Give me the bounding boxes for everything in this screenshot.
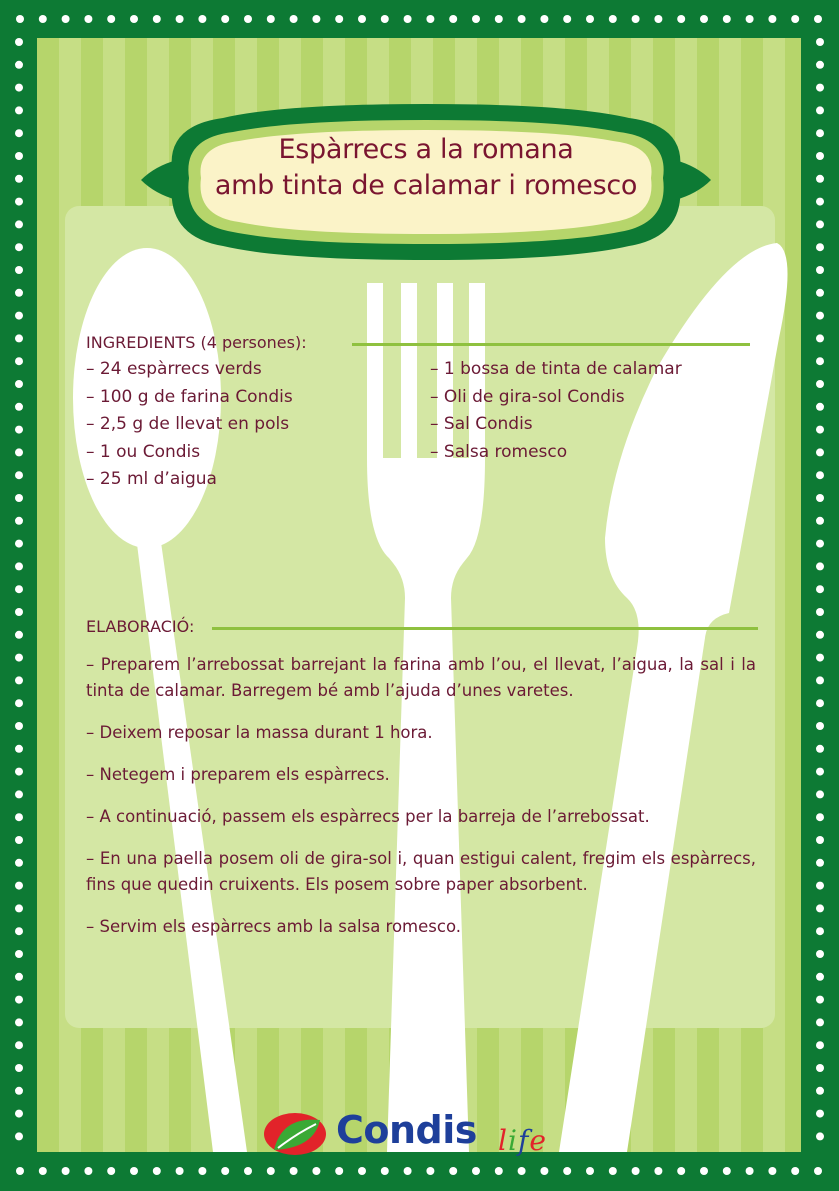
- border-dot: [816, 106, 824, 114]
- border-dot: [495, 1167, 503, 1175]
- border-dot: [816, 312, 824, 320]
- border-dot: [816, 562, 824, 570]
- border-dot: [816, 426, 824, 434]
- border-dot: [563, 1167, 571, 1175]
- border-dot: [15, 676, 23, 684]
- ingredient-item: – 1 bossa de tinta de calamar: [430, 359, 682, 379]
- border-dot: [358, 1167, 366, 1175]
- border-dot: [814, 1167, 822, 1175]
- border-dot: [15, 745, 23, 753]
- border-dot: [816, 722, 824, 730]
- border-dot: [39, 1167, 47, 1175]
- border-dot: [449, 15, 457, 23]
- border-dot: [816, 813, 824, 821]
- step-item: – Preparem l’arrebossat barrejant la farina amb l’ou, el llevat, l’aigua, la sal i la tinta de calamar. Barregem bé amb l’ajuda d’unes varetes.: [86, 655, 756, 700]
- border-dot: [62, 1167, 70, 1175]
- border-dot: [267, 15, 275, 23]
- border-dot: [15, 540, 23, 548]
- border-dot: [654, 1167, 662, 1175]
- border-dot: [814, 15, 822, 23]
- border-dot: [15, 585, 23, 593]
- ingredients-column-2: [430, 356, 682, 466]
- border-dot: [816, 494, 824, 502]
- border-dot: [267, 1167, 275, 1175]
- border-dot: [816, 403, 824, 411]
- ingredient-item: – Salsa romesco: [430, 441, 568, 462]
- recipe-card: [37, 38, 801, 1152]
- border-dot: [15, 517, 23, 525]
- border-dot: [312, 1167, 320, 1175]
- border-dot: [586, 15, 594, 23]
- border-dot: [472, 15, 480, 23]
- border-dot: [153, 1167, 161, 1175]
- border-dot: [15, 996, 23, 1004]
- border-dot: [816, 266, 824, 274]
- border-dot: [15, 243, 23, 251]
- border-dot: [15, 494, 23, 502]
- border-dot: [746, 1167, 754, 1175]
- border-dot: [15, 1064, 23, 1072]
- border-dot: [15, 198, 23, 206]
- border-dot: [176, 1167, 184, 1175]
- border-dot: [84, 1167, 92, 1175]
- border-dot: [816, 950, 824, 958]
- border-dot: [198, 1167, 206, 1175]
- border-dot: [198, 15, 206, 23]
- border-dot: [495, 15, 503, 23]
- border-dot: [381, 1167, 389, 1175]
- elaboration-rule: [212, 627, 758, 630]
- border-dot: [768, 15, 776, 23]
- border-dot: [15, 334, 23, 342]
- border-dot: [15, 562, 23, 570]
- ingredients-heading: INGREDIENTS (4 persones):: [86, 333, 307, 352]
- border-dot: [816, 1087, 824, 1095]
- border-dot: [290, 15, 298, 23]
- border-dot: [563, 15, 571, 23]
- border-dot: [16, 15, 24, 23]
- border-dot: [746, 15, 754, 23]
- border-dot: [816, 38, 824, 46]
- logo-life-letter: i: [507, 1124, 518, 1157]
- ingredient-item: – Sal Condis: [430, 414, 533, 434]
- logo-life-letter: e: [529, 1124, 547, 1157]
- border-dot: [816, 927, 824, 935]
- logo-life: [498, 1124, 547, 1157]
- border-dot: [381, 15, 389, 23]
- border-dot: [816, 882, 824, 890]
- border-dot: [15, 904, 23, 912]
- border-dot: [107, 1167, 115, 1175]
- border-dot: [816, 699, 824, 707]
- logo-name: Condis: [336, 1108, 477, 1152]
- ingredient-item: – Oli de gira-sol Condis: [430, 386, 625, 407]
- border-dot: [816, 84, 824, 92]
- border-dot: [335, 15, 343, 23]
- border-dot: [518, 15, 526, 23]
- border-dot: [15, 175, 23, 183]
- border-dot: [586, 1167, 594, 1175]
- logo-life-letter: f: [517, 1124, 530, 1157]
- border-dot: [221, 1167, 229, 1175]
- border-dot: [15, 1110, 23, 1118]
- border-dot: [816, 631, 824, 639]
- border-dot: [15, 1041, 23, 1049]
- border-dot: [816, 745, 824, 753]
- border-dot: [335, 1167, 343, 1175]
- border-dot: [221, 15, 229, 23]
- border-dot: [791, 15, 799, 23]
- border-dot: [632, 1167, 640, 1175]
- border-dot: [15, 403, 23, 411]
- border-dot: [15, 38, 23, 46]
- border-dot: [404, 15, 412, 23]
- ingredient-item: – 24 espàrrecs verds: [86, 359, 262, 379]
- border-dot: [816, 243, 824, 251]
- page-title: [133, 132, 719, 204]
- border-dot: [816, 1110, 824, 1118]
- border-dot: [62, 15, 70, 23]
- title-line-1: Espàrrecs a la romana: [278, 134, 574, 165]
- border-dot: [609, 15, 617, 23]
- border-dot: [677, 1167, 685, 1175]
- border-dot: [816, 768, 824, 776]
- elaboration-heading: ELABORACIÓ:: [86, 617, 195, 636]
- border-dot: [244, 1167, 252, 1175]
- border-dot: [816, 608, 824, 616]
- border-dot: [244, 15, 252, 23]
- step-item: – Deixem reposar la massa durant 1 hora.: [86, 723, 433, 742]
- border-dot: [632, 15, 640, 23]
- elaboration-steps: [86, 652, 756, 956]
- border-dot: [15, 357, 23, 365]
- border-dot: [677, 15, 685, 23]
- border-dot: [15, 859, 23, 867]
- border-dot: [816, 676, 824, 684]
- border-dot: [16, 1167, 24, 1175]
- border-dot: [816, 517, 824, 525]
- step-item: – A continuació, passem els espàrrecs per la barreja de l’arrebossat.: [86, 807, 650, 826]
- border-dot: [15, 699, 23, 707]
- condis-life-logo: [262, 1104, 592, 1164]
- border-dot: [449, 1167, 457, 1175]
- border-dot: [130, 15, 138, 23]
- border-dot: [723, 15, 731, 23]
- border-dot: [816, 380, 824, 388]
- border-dot: [15, 84, 23, 92]
- step-item: – Servim els espàrrecs amb la salsa romesco.: [86, 917, 462, 936]
- border-dot: [609, 1167, 617, 1175]
- border-dot: [816, 790, 824, 798]
- border-dot: [816, 859, 824, 867]
- border-dot: [518, 1167, 526, 1175]
- border-dot: [816, 585, 824, 593]
- border-dot: [700, 15, 708, 23]
- border-dot: [816, 220, 824, 228]
- step-item: – En una paella posem oli de gira-sol i, quan estigui calent, fregim els espàrrecs, fins que quedin cruixents. Els posem sobre paper absorbent.: [86, 849, 756, 894]
- border-dot: [816, 175, 824, 183]
- border-dot: [540, 15, 548, 23]
- border-dot: [15, 289, 23, 297]
- border-dot: [15, 106, 23, 114]
- title-line-2: amb tinta de calamar i romesco: [214, 170, 638, 201]
- ingredient-item: – 2,5 g de llevat en pols: [86, 414, 290, 434]
- border-dot: [15, 722, 23, 730]
- border-dot: [816, 448, 824, 456]
- border-dot: [130, 1167, 138, 1175]
- ingredients-rule: [352, 343, 750, 346]
- title-banner: [133, 96, 719, 266]
- border-dot: [15, 836, 23, 844]
- border-dot: [15, 266, 23, 274]
- border-dot: [723, 1167, 731, 1175]
- border-dot: [472, 1167, 480, 1175]
- border-dot: [654, 15, 662, 23]
- ingredient-item: – 1 ou Condis: [86, 441, 201, 462]
- border-dot: [816, 904, 824, 912]
- border-dot: [15, 882, 23, 890]
- border-dot: [15, 312, 23, 320]
- border-dot: [15, 448, 23, 456]
- border-dot: [153, 15, 161, 23]
- border-dot: [816, 654, 824, 662]
- border-dot: [15, 129, 23, 137]
- border-dot: [700, 1167, 708, 1175]
- border-dot: [540, 1167, 548, 1175]
- border-dot: [426, 15, 434, 23]
- border-dot: [816, 540, 824, 548]
- border-dot: [816, 129, 824, 137]
- border-dot: [816, 152, 824, 160]
- border-dot: [15, 1018, 23, 1026]
- border-dot: [15, 973, 23, 981]
- border-dot: [816, 471, 824, 479]
- border-dot: [15, 654, 23, 662]
- border-dot: [816, 1041, 824, 1049]
- border-dot: [816, 334, 824, 342]
- border-dot: [15, 813, 23, 821]
- border-dot: [15, 1087, 23, 1095]
- border-dot: [816, 357, 824, 365]
- border-dot: [15, 927, 23, 935]
- border-dot: [816, 1018, 824, 1026]
- border-dot: [791, 1167, 799, 1175]
- border-dot: [290, 1167, 298, 1175]
- border-dot: [426, 1167, 434, 1175]
- border-dot: [816, 996, 824, 1004]
- step-item: – Netegem i preparem els espàrrecs.: [86, 765, 390, 784]
- border-dot: [816, 836, 824, 844]
- border-dot: [15, 631, 23, 639]
- border-dot: [404, 1167, 412, 1175]
- border-dot: [816, 198, 824, 206]
- border-dot: [768, 1167, 776, 1175]
- border-dot: [15, 950, 23, 958]
- border-dot: [176, 15, 184, 23]
- border-dot: [816, 1132, 824, 1140]
- border-dot: [816, 61, 824, 69]
- border-dot: [816, 1064, 824, 1072]
- ingredient-item: – 25 ml d’aigua: [86, 469, 217, 489]
- border-dot: [15, 790, 23, 798]
- logo-life-letter: l: [498, 1124, 508, 1157]
- condis-leaf-icon: [262, 1110, 328, 1158]
- border-dot: [15, 768, 23, 776]
- border-dot: [15, 426, 23, 434]
- border-dot: [816, 289, 824, 297]
- border-dot: [15, 220, 23, 228]
- border-dot: [15, 471, 23, 479]
- border-dot: [15, 608, 23, 616]
- border-dot: [84, 15, 92, 23]
- border-dot: [15, 152, 23, 160]
- ingredient-item: – 100 g de farina Condis: [86, 386, 293, 407]
- border-dot: [312, 15, 320, 23]
- border-dot: [816, 973, 824, 981]
- border-dot: [358, 15, 366, 23]
- border-dot: [39, 15, 47, 23]
- border-dot: [15, 1132, 23, 1140]
- border-dot: [107, 15, 115, 23]
- ingredients-column-1: [86, 356, 293, 494]
- border-dot: [15, 380, 23, 388]
- border-dot: [15, 61, 23, 69]
